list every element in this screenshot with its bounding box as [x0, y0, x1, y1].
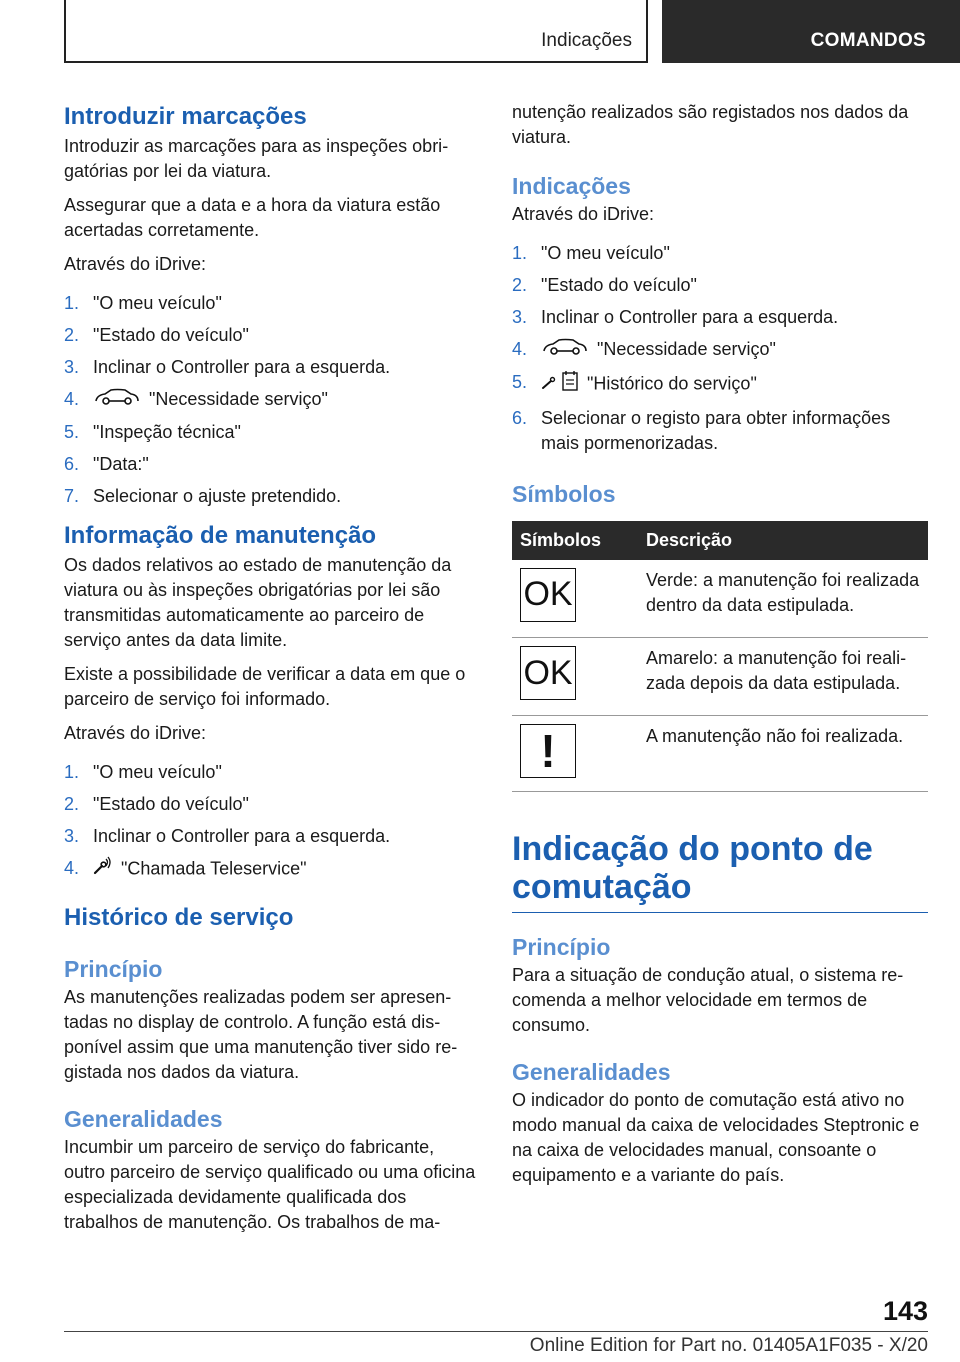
edition-text: Online Edition for Part no. 01405A1F035 - X/20 [529, 1335, 928, 1356]
ok-yellow-icon: OK [520, 646, 576, 700]
subsection-title-principio: Princípio [64, 955, 163, 982]
paragraph: O indicador do ponto de comutação está ativo no modo manual da caixa de velocidades Steptronic e na caixa de velocidades manual, consoante o equipamento e a variante do país. [512, 1090, 920, 1186]
page-number: 143 [882, 1296, 928, 1326]
exclamation-icon: ! [520, 724, 576, 778]
paragraph: Existe a possibilidade de verificar a data em que o parceiro de serviço foi informado. [64, 663, 466, 709]
paragraph: As manutenções realizadas podem ser apresentadas no display de controlo. A função está disponível assim que uma manutenção tiver sido registada nos dados da viatura. [64, 986, 458, 1082]
list-item: 4. "Necessidade serviço" [64, 387, 476, 413]
steps-list-informacao [64, 760, 476, 883]
table-cell: A manutenção não foi realizada. [638, 716, 928, 792]
table-header-cell: Descrição [638, 521, 928, 560]
service-history-icon [541, 370, 579, 399]
paragraph: Incumbir um parceiro de serviço do fabricante, outro parceiro de serviço qualificado ou uma oficina especializada devidamente qualificada dos trabalhos de manutenção. Os trabalhos de ma- [64, 1136, 476, 1232]
subsection-title-generalidades: Generalidades [64, 1105, 223, 1132]
car-service-icon [541, 338, 589, 363]
ok-green-icon: OK [520, 568, 576, 622]
paragraph: Introduzir as marcações para as inspeções obrigatórias por lei da viatura. [64, 136, 449, 181]
table-header-cell: Símbolos [512, 521, 638, 560]
paragraph: Assegurar que a data e a hora da viatura estão acertadas corretamente. [64, 195, 441, 240]
table-cell [512, 638, 638, 716]
paragraph: Através do iDrive: [64, 254, 207, 274]
table-row [512, 560, 928, 638]
list-item: 2. "Estado do veículo" [64, 793, 249, 814]
table-cell [512, 716, 638, 792]
list-item: 4. "Necessidade serviço" [512, 337, 928, 363]
paragraph: Para a situação de condução atual, o sistema recomenda a melhor velocidade em termos de consumo. [512, 965, 904, 1036]
section-title-historico: Histórico de serviço [64, 903, 294, 931]
list-item: 2. "Estado do veículo" [64, 325, 249, 345]
left-column [64, 100, 476, 1244]
table-cell: Verde: a manutenção foi realizada dentro da data estipulada. [638, 560, 928, 638]
chapter-title-ponto: Indicação do ponto de comutação [512, 830, 873, 907]
paragraph: Através do iDrive: [512, 204, 655, 224]
section-title-informacao: Informação de manutenção [64, 521, 377, 549]
table-header-row [512, 521, 928, 560]
list-item: 3. Inclinar o Controller para a esquerda. [64, 357, 391, 377]
paragraph: nutenção realizados são registados nos dados da viatura. [512, 102, 909, 147]
subsection-title-indicacoes: Indicações [512, 173, 631, 199]
list-item: 6. Selecionar o registo para obter informações mais pormenorizadas. [512, 407, 891, 453]
paragraph: Os dados relativos ao estado de manutenção da viatura ou às inspeções obrigatórias por lei são transmitidas automaticamente ao parceiro de serviço antes da data limite. [64, 554, 452, 650]
section-title-introduzir: Introduzir marcações [64, 103, 307, 130]
list-item: 6. "Data:" [64, 453, 149, 474]
header-section-box [64, 0, 648, 63]
paragraph: Através do iDrive: [64, 722, 207, 743]
header-chapter-title: COMANDOS [810, 30, 926, 51]
subsection-title-principio: Princípio [512, 934, 611, 961]
subsection-title-generalidades: Generalidades [512, 1059, 671, 1086]
subsection-title-simbolos: Símbolos [512, 480, 616, 507]
steps-list-introduzir [64, 291, 476, 509]
table-cell: Amarelo: a manutenção foi realizada depois da data estipulada. [638, 638, 928, 716]
header-chapter-box [662, 0, 960, 63]
list-item: 7. Selecionar o ajuste pretendido. [64, 485, 342, 506]
list-item: 4. "Chamada Teleservice" [64, 856, 476, 883]
list-item: 5. "Histórico do serviço" [512, 370, 928, 399]
wrench-signal-icon [93, 856, 113, 883]
list-item: 3. Inclinar o Controller para a esquerda. [64, 825, 391, 846]
list-item: 1. "O meu veículo" [64, 293, 222, 313]
header-section-title: Indicações [541, 30, 632, 51]
list-item: 3. Inclinar o Controller para a esquerda. [512, 307, 839, 327]
divider [512, 912, 928, 913]
footer-divider [64, 1331, 928, 1332]
list-item: 1. "O meu veículo" [64, 761, 222, 782]
table-cell [512, 560, 638, 638]
table-row [512, 638, 928, 716]
table-row [512, 716, 928, 792]
car-service-icon [93, 388, 141, 413]
list-item: 1. "O meu veículo" [512, 243, 670, 263]
symbols-table [512, 521, 928, 793]
list-item: 2. "Estado do veículo" [512, 275, 697, 295]
right-column [512, 100, 928, 1197]
list-item: 5. "Inspeção técnica" [64, 421, 241, 442]
steps-list-indicacoes [512, 241, 928, 456]
